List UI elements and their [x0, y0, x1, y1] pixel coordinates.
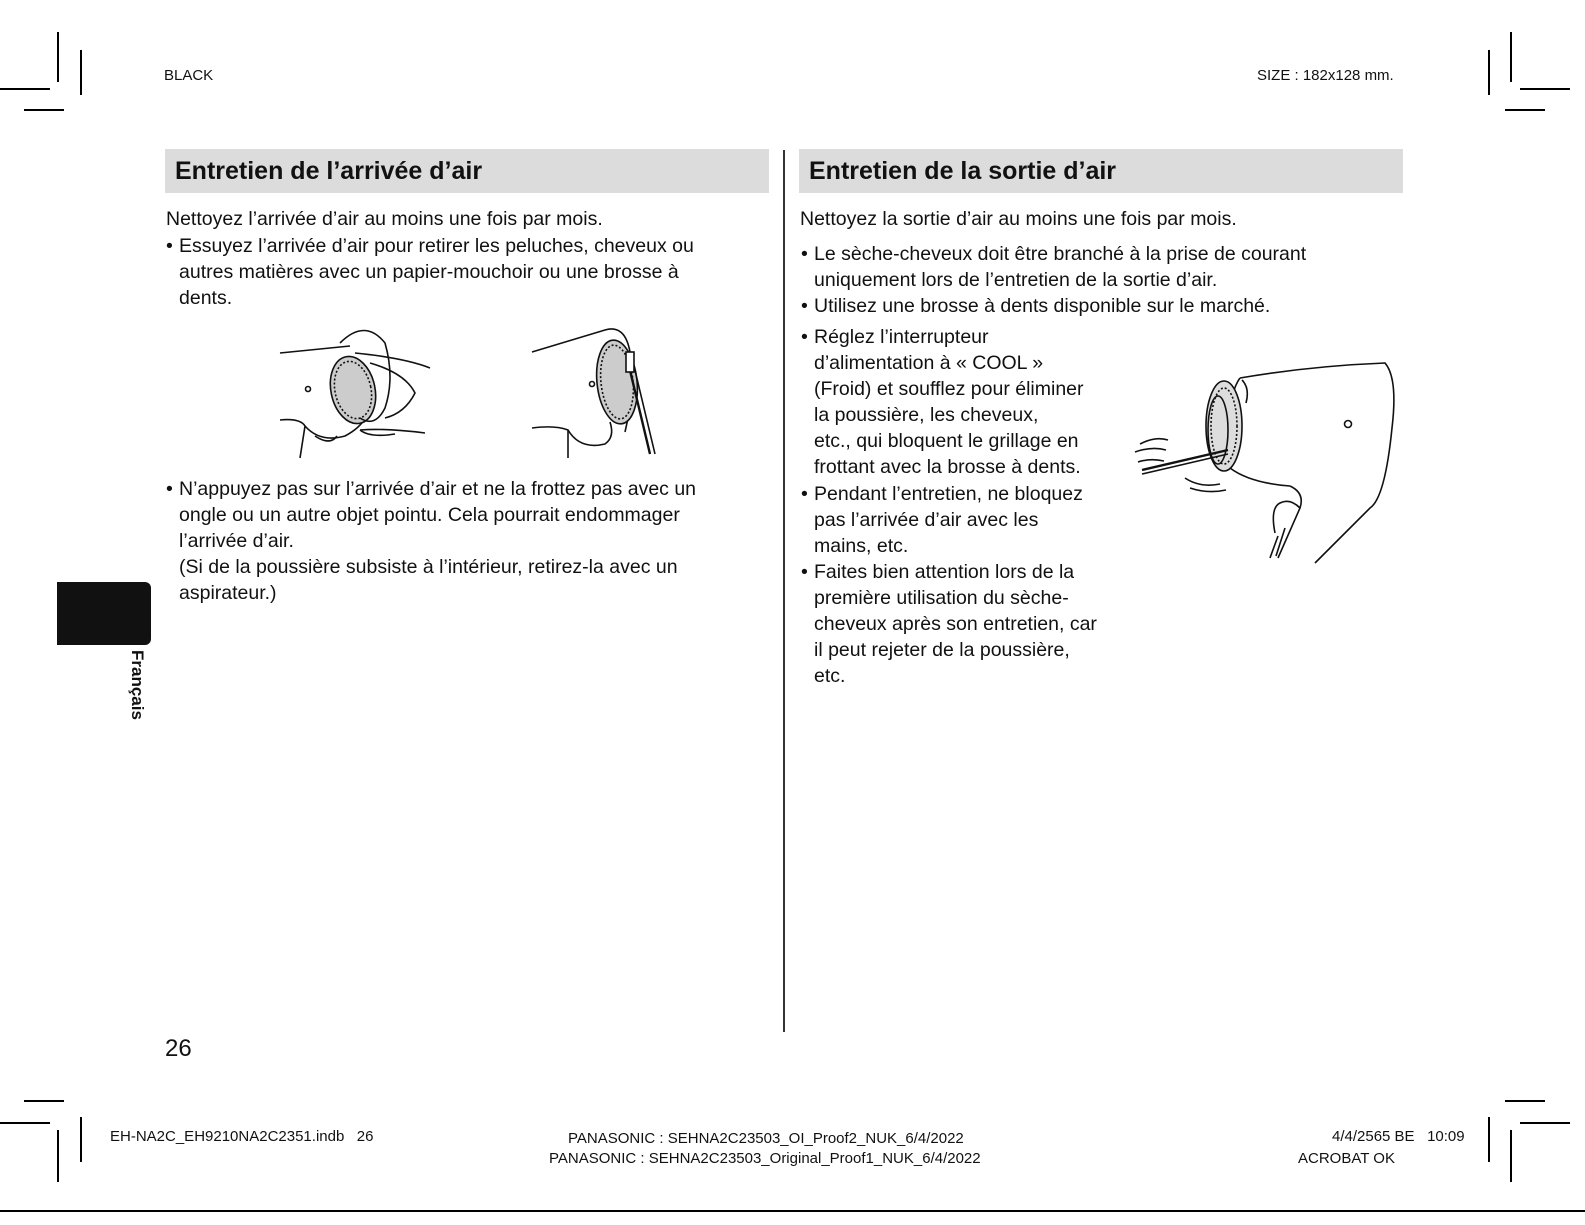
- bullet-dot: •: [801, 326, 808, 348]
- right-intro: Nettoyez la sortie d’air au moins une fois par mois.: [800, 208, 1237, 230]
- text-line: d’alimentation à « COOL »: [814, 352, 1044, 374]
- crop-mark: [1520, 88, 1570, 90]
- brushing-air-inlet-illustration: [530, 322, 670, 462]
- crop-mark: [0, 1122, 50, 1124]
- right-bullet-3: [801, 324, 1084, 480]
- crop-mark: [24, 1100, 64, 1102]
- crop-mark: [1505, 109, 1545, 111]
- right-bullet-4: [801, 481, 1083, 559]
- footer-proof-line-1: PANASONIC : SEHNA2C23503_OI_Proof2_NUK_6/4/2022: [568, 1130, 964, 1147]
- footer-proof-line-2: PANASONIC : SEHNA2C23503_Original_Proof1_NUK_6/4/2022: [549, 1150, 981, 1167]
- brushing-air-outlet-illustration: [1130, 358, 1400, 568]
- color-label: BLACK: [164, 67, 214, 84]
- language-tab: [57, 582, 151, 645]
- text-line: Réglez l’interrupteur: [814, 326, 989, 348]
- column-divider: [783, 150, 785, 1032]
- text-line: Pendant l’entretien, ne bloquez: [814, 483, 1083, 505]
- text-line: l’arrivée d’air.: [179, 530, 294, 552]
- text-line: première utilisation du sèche-: [814, 587, 1069, 609]
- crop-mark: [1510, 32, 1512, 82]
- text-line: etc.: [814, 665, 846, 687]
- text-line: il peut rejeter de la poussière,: [814, 639, 1070, 661]
- right-bullet-2: [801, 293, 1271, 319]
- crop-mark: [80, 50, 82, 95]
- bullet-dot: •: [801, 295, 808, 317]
- wiping-air-inlet-illustration: [275, 318, 435, 460]
- text-line: dents.: [179, 287, 233, 309]
- text-line: frottant avec la brosse à dents.: [814, 456, 1081, 478]
- section-title-air-inlet: Entretien de l’arrivée d’air: [165, 149, 769, 193]
- section-title-air-outlet: Entretien de la sortie d’air: [799, 149, 1403, 193]
- text-line: aspirateur.): [179, 582, 277, 604]
- left-bullet-2: [166, 476, 697, 606]
- crop-mark: [1510, 1130, 1512, 1182]
- bottom-rule: [0, 1210, 1585, 1212]
- footer-approval: ACROBAT OK: [1298, 1150, 1395, 1167]
- text-line: autres matières avec un papier-mouchoir ou une brosse à: [179, 261, 679, 283]
- left-intro: Nettoyez l’arrivée d’air au moins une fois par mois.: [166, 208, 603, 230]
- crop-mark: [1505, 1100, 1545, 1102]
- right-bullet-1: [801, 241, 1307, 293]
- bullet-dot: •: [166, 478, 173, 500]
- crop-mark: [1488, 1117, 1490, 1162]
- page-number: 26: [165, 1035, 192, 1062]
- size-label: SIZE : 182x128 mm.: [1257, 67, 1394, 84]
- crop-mark: [57, 1130, 59, 1182]
- text-line: cheveux après son entretien, car: [814, 613, 1097, 635]
- crop-mark: [57, 32, 59, 82]
- text-line: Utilisez une brosse à dents disponible sur le marché.: [814, 295, 1271, 317]
- crop-mark: [1520, 1122, 1570, 1124]
- text-line: uniquement lors de l’entretien de la sortie d’air.: [814, 269, 1218, 291]
- left-bullet-1: [166, 233, 694, 311]
- crop-mark: [0, 88, 50, 90]
- text-line: la poussière, les cheveux,: [814, 404, 1039, 426]
- crop-mark: [1488, 50, 1490, 95]
- bullet-dot: •: [801, 561, 808, 583]
- language-label: Français: [128, 650, 147, 720]
- text-line: Le sèche-cheveux doit être branché à la prise de courant: [814, 243, 1307, 265]
- crop-mark: [80, 1117, 82, 1162]
- text-line: pas l’arrivée d’air avec les: [814, 509, 1039, 531]
- right-bullet-5: [801, 559, 1097, 689]
- bullet-dot: •: [801, 483, 808, 505]
- text-line: etc., qui bloquent le grillage en: [814, 430, 1079, 452]
- footer-file-info: EH-NA2C_EH9210NA2C2351.indb 26: [110, 1128, 374, 1145]
- text-line: ongle ou un autre objet pointu. Cela pourrait endommager: [179, 504, 680, 526]
- bullet-dot: •: [166, 235, 173, 257]
- text-line: N’appuyez pas sur l’arrivée d’air et ne la frottez pas avec un: [179, 478, 697, 500]
- text-line: (Froid) et soufflez pour éliminer: [814, 378, 1084, 400]
- text-line: Essuyez l’arrivée d’air pour retirer les peluches, cheveux ou: [179, 235, 694, 257]
- footer-timestamp: 4/4/2565 BE 10:09: [1332, 1128, 1465, 1145]
- text-line: mains, etc.: [814, 535, 909, 557]
- text-line: Faites bien attention lors de la: [814, 561, 1075, 583]
- bullet-dot: •: [801, 243, 808, 265]
- text-line: (Si de la poussière subsiste à l’intérieur, retirez-la avec un: [179, 556, 678, 578]
- crop-mark: [24, 109, 64, 111]
